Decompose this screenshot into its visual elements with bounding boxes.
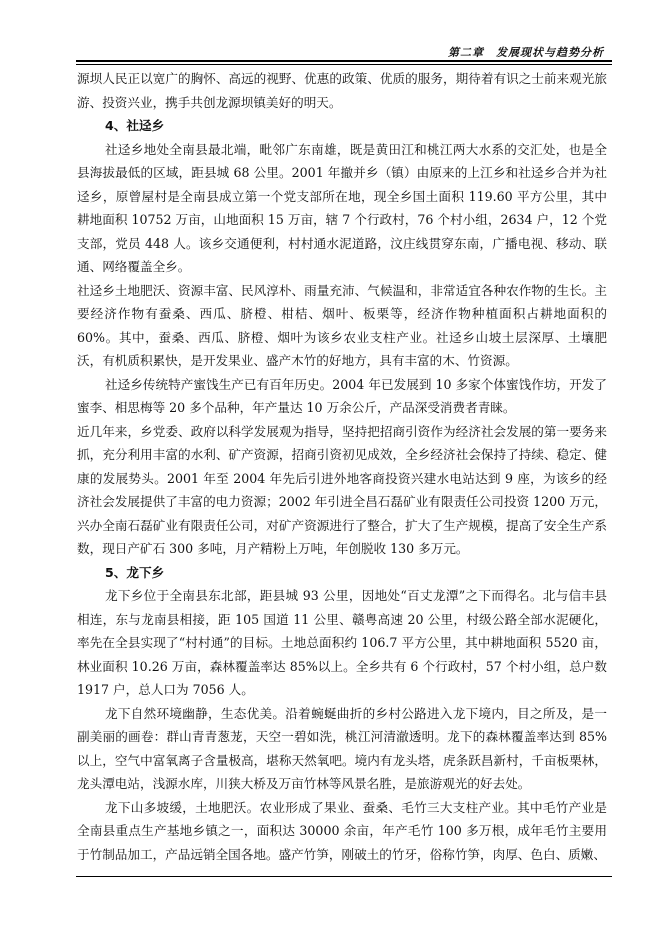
paragraph-shejing-candied-fruit: 社迳乡传统特产蜜饯生产已有百年历史。2004 年已发展到 10 多家个体蜜饯作坊，开发了蜜李、相思梅等 20 多个品种，年产量达 10 万余公斤，产品深受消费者青睐。: [77, 376, 607, 415]
paragraph-longxia-industry: 龙下山多坡缓，土地肥沃。农业形成了果业、蚕桑、毛竹三大支柱产业。其中毛竹产业是全南县重点生产基地乡镇之一，面积达 30000 余亩，年产毛竹 100 多万根，成年毛竹主要用于竹制品加工，产品远销全国各地。盛产竹笋，刚破土的竹牙，俗称竹笋，肉厚、色白、质嫩、: [77, 799, 607, 862]
paragraph-shejing-overview: 社迳乡地处全南县最北端，毗邻广东南雄，既是黄田江和桃江两大水系的交汇处，也是全县海拔最低的区域，距县城 68 公里。2001 年撤并乡（镇）由原来的上江乡和社迳乡合并为社迳乡，原曾屋村是全南县成立第一个党支部所在地，现全乡国土面积 119.60 平方公里，其中耕地面积 10752 万亩，山地面积 15 万亩，辖 7 个行政村，76 个村小组，2634 户，12 个党支部，党员 448 人。该乡交通便利，村村通水泥道路，汶庄线贯穿东南，广播电视、移动、联通、网络覆盖全乡。: [77, 141, 607, 274]
paragraph-shejing-investment: 近几年来，乡党委、政府以科学发展观为指导，坚持把招商引资作为经济社会发展的第一要务来抓，充分利用丰富的水利、矿产资源，招商引资初见成效，全乡经济社会保持了持续、稳定、健康的发展势头。2001 年至 2004 年先后引进外地客商投资兴建水电站达到 9 座，为该乡的经济社会发展提供了丰富的电力资源；2002 年引进全昌石磊矿业有限责任公司投资 1200 万元，兴办全南石磊矿业有限责任公司，对矿产资源进行了整合，扩大了生产规模，提高了安全生产系数，现日产矿石 300 多吨，月产精粉上万吨，年创脱收 130 多万元。: [77, 423, 607, 556]
section-heading-longxia: 5、龙下乡: [105, 564, 165, 580]
chapter-header: 第二章 发展现状与趋势分析: [448, 46, 604, 59]
header-rule-thick: [76, 60, 612, 62]
paragraph-longyuanba-closing: 源坝人民正以宽广的胸怀、高远的视野、优惠的政策、优质的服务，期待着有识之士前来观光旅游、投资兴业，携手共创龙源坝镇美好的明天。: [77, 71, 607, 110]
header-rule-thin: [76, 64, 612, 65]
paragraph-longxia-overview: 龙下乡位于全南县东北部，距县城 93 公里，因地处“百丈龙潭”之下而得名。北与信丰县相连，东与龙南县相接，距 105 国道 11 公里、赣粤高速 20 公里，村级公路全部水泥硬化，率先在全县实现了“村村通”的目标。土地总面积约 106.7 平方公里，其中耕地面积 5520 亩，林业面积 10.26 万亩，森林覆盖率达 85%以上。全乡共有 6 个行政村，57 个村小组，总户数 1917 户，总人口为 7056 人。: [77, 588, 607, 697]
paragraph-shejing-agriculture: 社迳乡土地肥沃、资源丰富、民风淳朴、雨量充沛、气候温和，非常适宜各种农作物的生长。主要经济作物有蚕桑、西瓜、脐橙、柑桔、烟叶、板栗等，经济作物种植面积占耕地面积的 60%。其中，蚕桑、西瓜、脐橙、烟叶为该乡农业支柱产业。社迳乡山坡土层深厚、土壤肥沃，有机质积累快，是开发果业、盛产木竹的好地方，具有丰富的木、竹资源。: [77, 282, 607, 368]
paragraph-longxia-environment: 龙下自然环境幽静，生态优美。沿着蜿蜒曲折的乡村公路进入龙下境内，目之所及，是一副美丽的画卷：群山青青葱茏，天空一碧如洗，桃江河清澈透明。龙下的森林覆盖率达到 85%以上，空气中富氧离子含量极高，堪称天然氧吧。境内有龙头塔，虎条跃昌新村，千亩板栗林，龙头潭电站，浅源水库，川狭大桥及万亩竹林等风景名胜，是旅游观光的好去处。: [77, 705, 607, 791]
section-heading-shejing: 4、社迳乡: [105, 118, 165, 133]
footer-rule: [76, 876, 612, 877]
document-body: [77, 67, 607, 866]
